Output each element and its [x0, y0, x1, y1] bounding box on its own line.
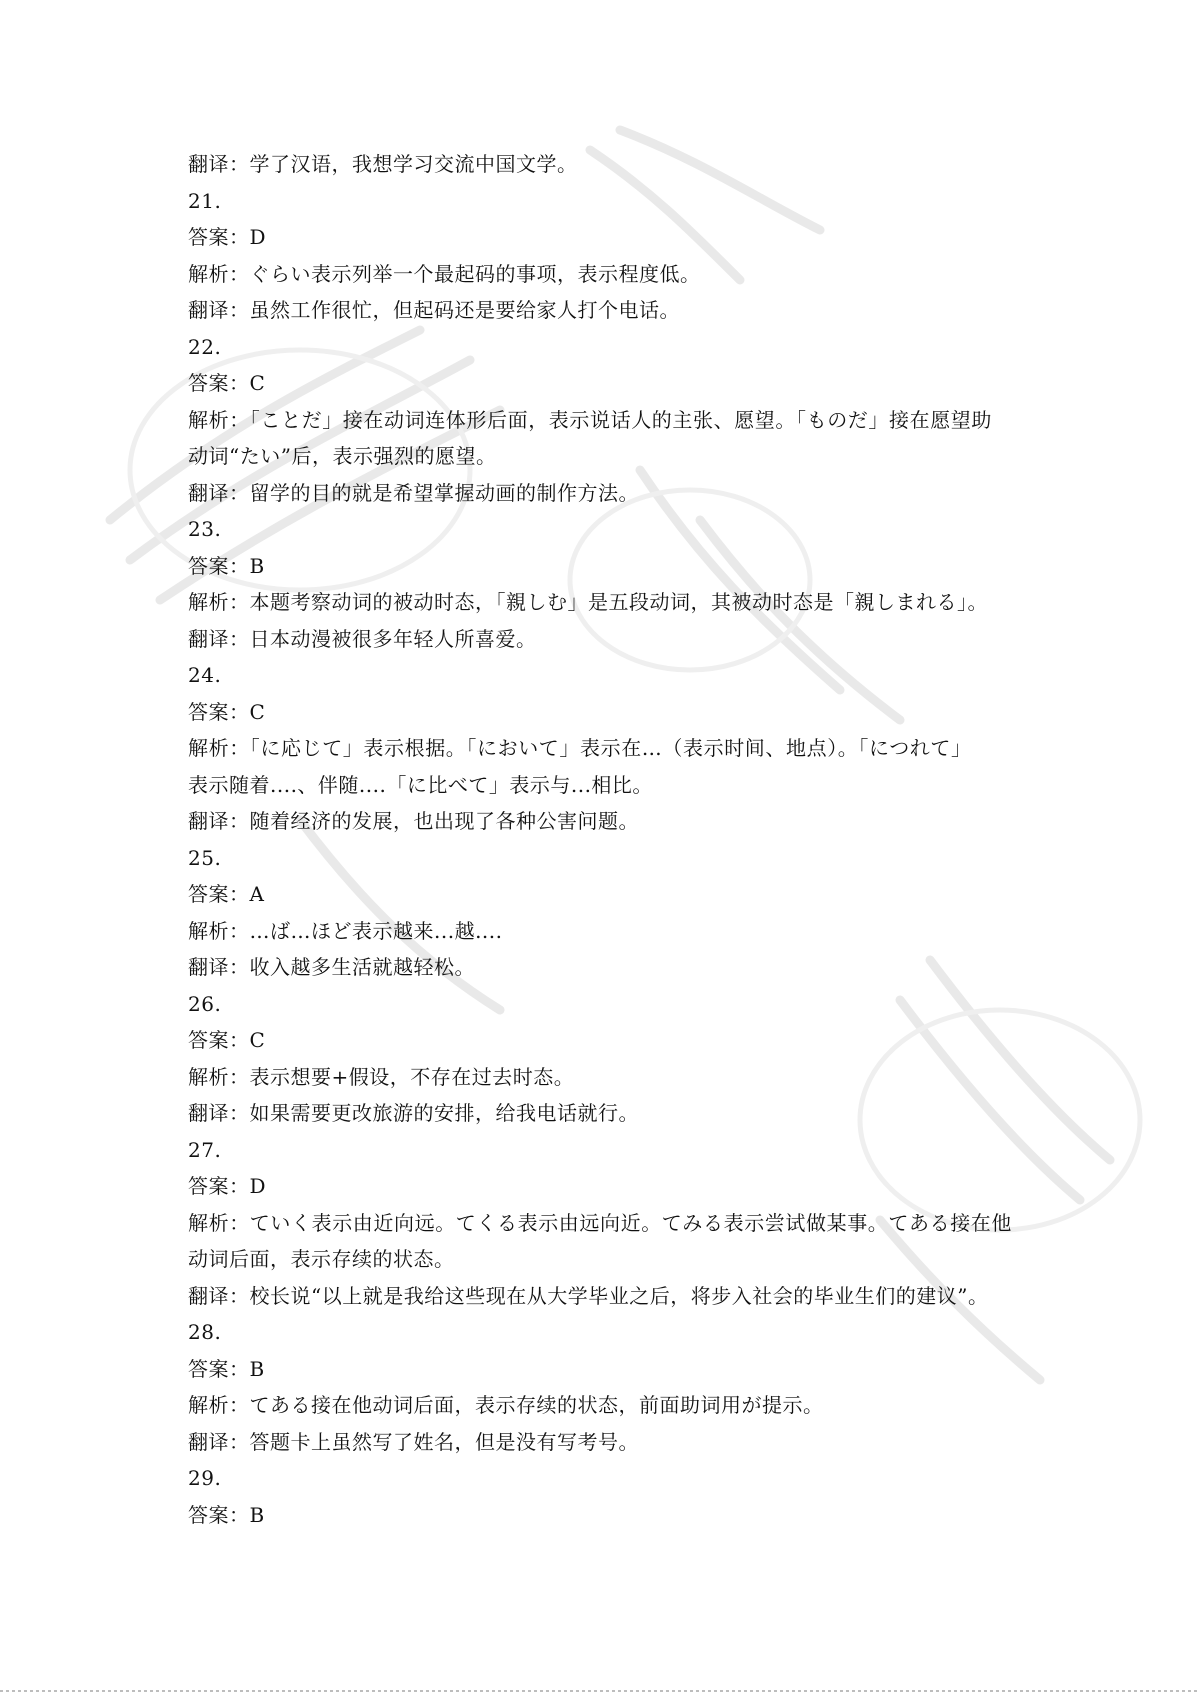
answer-line: 答案：B	[188, 1356, 265, 1381]
translation-line: 翻译：校长说“以上就是我给这些现在从大学毕业之后，将步入社会的毕业生们的建议”。	[188, 1283, 989, 1308]
answer-line: 答案：B	[188, 553, 265, 578]
explanation-line: 解析：てある接在他动词后面，表示存续的状态，前面助词用が提示。	[188, 1393, 824, 1417]
translation-line: 翻译：学了汉语，我想学习交流中国文学。	[188, 152, 578, 176]
explanation-line: 解析：ぐらい表示列举一个最起码的事项，表示程度低。	[188, 261, 701, 286]
answer-explanations	[188, 146, 1048, 1533]
question-number: 21.	[188, 188, 222, 213]
answer-line: 答案：D	[188, 225, 267, 249]
explanation-continuation: 动词“たい”后，表示强烈的愿望。	[188, 444, 497, 468]
explanation-line: 解析：本题考察动词的被动时态，「親しむ」是五段动词，其被动时态是「親しまれる」。	[188, 590, 988, 614]
explanation-line: 解析：ていく表示由近向远。てくる表示由远向近。てみる表示尝试做某事。てある接在他	[188, 1210, 1012, 1235]
question-number: 25.	[188, 845, 222, 870]
answer-line: 答案：D	[188, 1174, 267, 1198]
explanation-line: 解析：表示想要+假设，不存在过去时态。	[188, 1064, 575, 1089]
question-number: 28.	[188, 1320, 222, 1344]
question-number: 27.	[188, 1137, 222, 1162]
question-number: 23.	[188, 517, 222, 541]
answer-line: 答案：C	[188, 1028, 266, 1052]
translation-line: 翻译：答题卡上虽然写了姓名，但是没有写考号。	[188, 1429, 639, 1454]
page-bottom-rule	[0, 1690, 1200, 1692]
answer-line: 答案：C	[188, 371, 266, 395]
explanation-line: 解析：…ば…ほど表示越来...越....	[188, 918, 503, 943]
answer-line: 答案：C	[188, 699, 266, 724]
explanation-continuation: 表示随着....、伴随....「に比べて」表示与...相比。	[188, 772, 653, 797]
answer-line: 答案：B	[188, 1502, 265, 1527]
translation-line: 翻译：随着经济的发展，也出现了各种公害问题。	[188, 809, 639, 833]
explanation-line: 解析：「ことだ」接在动词连体形后面，表示说话人的主张、愿望。「ものだ」接在愿望助	[188, 407, 992, 432]
question-number: 26.	[188, 991, 222, 1016]
translation-line: 翻译：日本动漫被很多年轻人所喜爱。	[188, 626, 537, 651]
question-number: 29.	[188, 1466, 222, 1490]
translation-line: 翻译：虽然工作很忙，但起码还是要给家人打个电话。	[188, 298, 680, 322]
explanation-continuation: 动词后面，表示存续的状态。	[188, 1247, 455, 1271]
explanation-line: 解析：「に応じて」表示根据。「において」表示在…（表示时间、地点）。「につれて」	[188, 736, 972, 760]
translation-line: 翻译：如果需要更改旅游的安排，给我电话就行。	[188, 1101, 639, 1125]
answer-line: 答案：A	[188, 882, 265, 906]
translation-line: 翻译：收入越多生活就越轻松。	[188, 955, 475, 979]
question-number: 22.	[188, 334, 222, 359]
question-number: 24.	[188, 663, 222, 687]
translation-line: 翻译：留学的目的就是希望掌握动画的制作方法。	[188, 480, 639, 505]
